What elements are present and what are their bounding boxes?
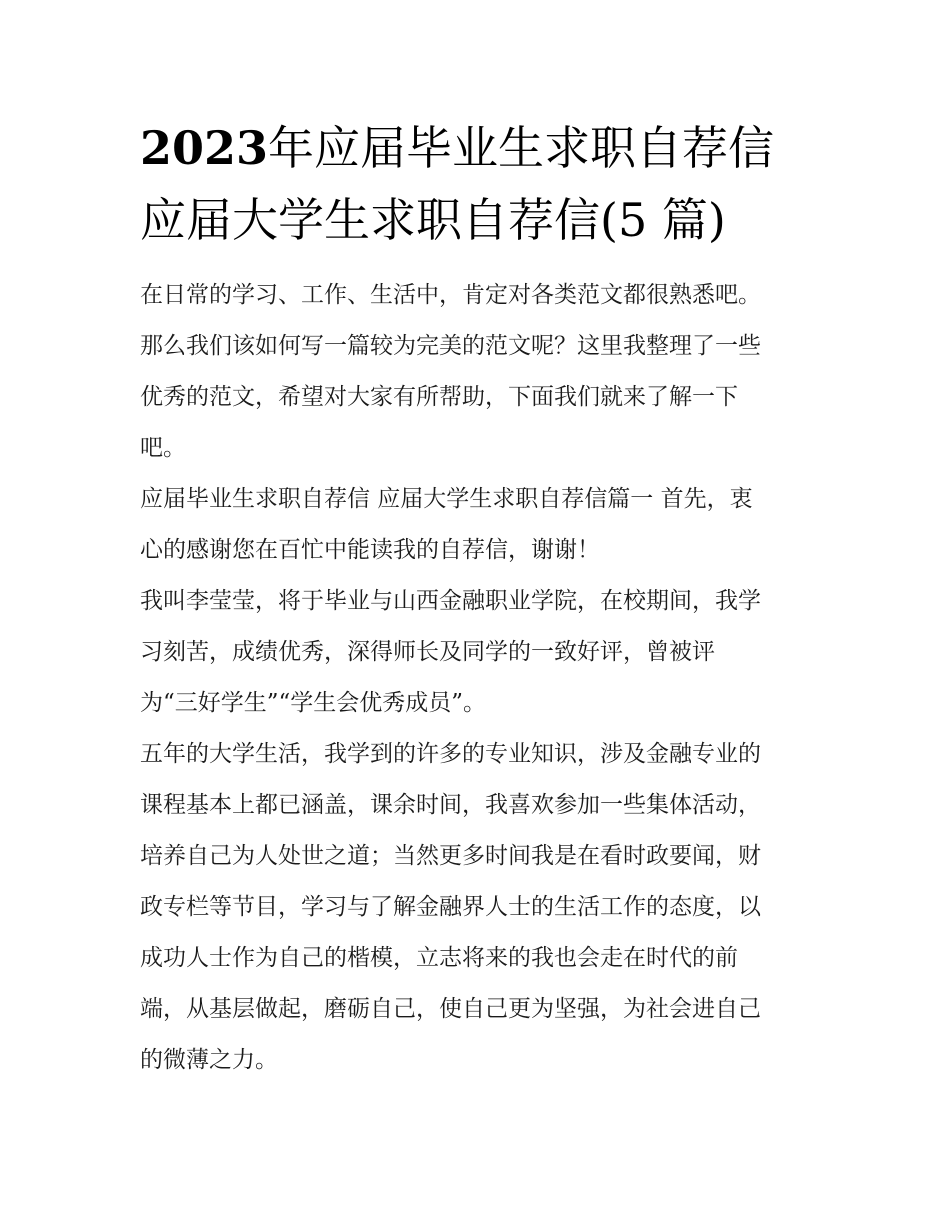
title-text: 应届大学生求职自荐信(5 篇)	[140, 193, 726, 247]
title-line-2	[140, 184, 812, 256]
document-body	[140, 270, 812, 1086]
text-line: 我叫李莹莹，将于毕业与山西金融职业学院，在校期间，我学	[140, 588, 761, 614]
paragraph-university-life	[140, 729, 812, 1086]
title-year: 2023	[140, 121, 269, 175]
text-line: 成功人士作为自己的楷模，立志将来的我也会走在时代的前	[140, 945, 738, 971]
title-text: 年应届毕业生求职自荐信	[268, 121, 775, 175]
paragraph-greeting	[140, 474, 812, 576]
text-line: 应届毕业生求职自荐信 应届大学生求职自荐信篇一 首先，衷	[140, 486, 753, 512]
title-line-1	[140, 112, 812, 184]
paragraph-introduction-self	[140, 576, 812, 729]
text-line: 端，从基层做起，磨砺自己，使自己更为坚强，为社会进自己	[140, 996, 761, 1022]
document-title	[140, 112, 812, 256]
text-line: 优秀的范文，希望对大家有所帮助，下面我们就来了解一下	[140, 384, 738, 410]
text-line: 的微薄之力。	[140, 1047, 278, 1073]
text-line: 习刻苦，成绩优秀，深得师长及同学的一致好评，曾被评	[140, 639, 715, 665]
document-page	[140, 112, 812, 1086]
text-line: 为“三好学生”“学生会优秀成员”。	[140, 690, 487, 716]
text-line: 培养自己为人处世之道；当然更多时间我是在看时政要闻，财	[140, 843, 761, 869]
text-line: 吧。	[140, 435, 186, 461]
text-line: 课程基本上都已涵盖，课余时间，我喜欢参加一些集体活动，	[140, 792, 761, 818]
text-line: 五年的大学生活，我学到的许多的专业知识，涉及金融专业的	[140, 741, 761, 767]
text-line: 政专栏等节目，学习与了解金融界人士的生活工作的态度，以	[140, 894, 761, 920]
text-line: 在日常的学习、工作、生活中，肯定对各类范文都很熟悉吧。	[140, 282, 761, 308]
text-line: 心的感谢您在百忙中能读我的自荐信，谢谢！	[140, 537, 600, 563]
paragraph-intro	[140, 270, 812, 474]
text-line: 那么我们该如何写一篇较为完美的范文呢？这里我整理了一些	[140, 333, 761, 359]
